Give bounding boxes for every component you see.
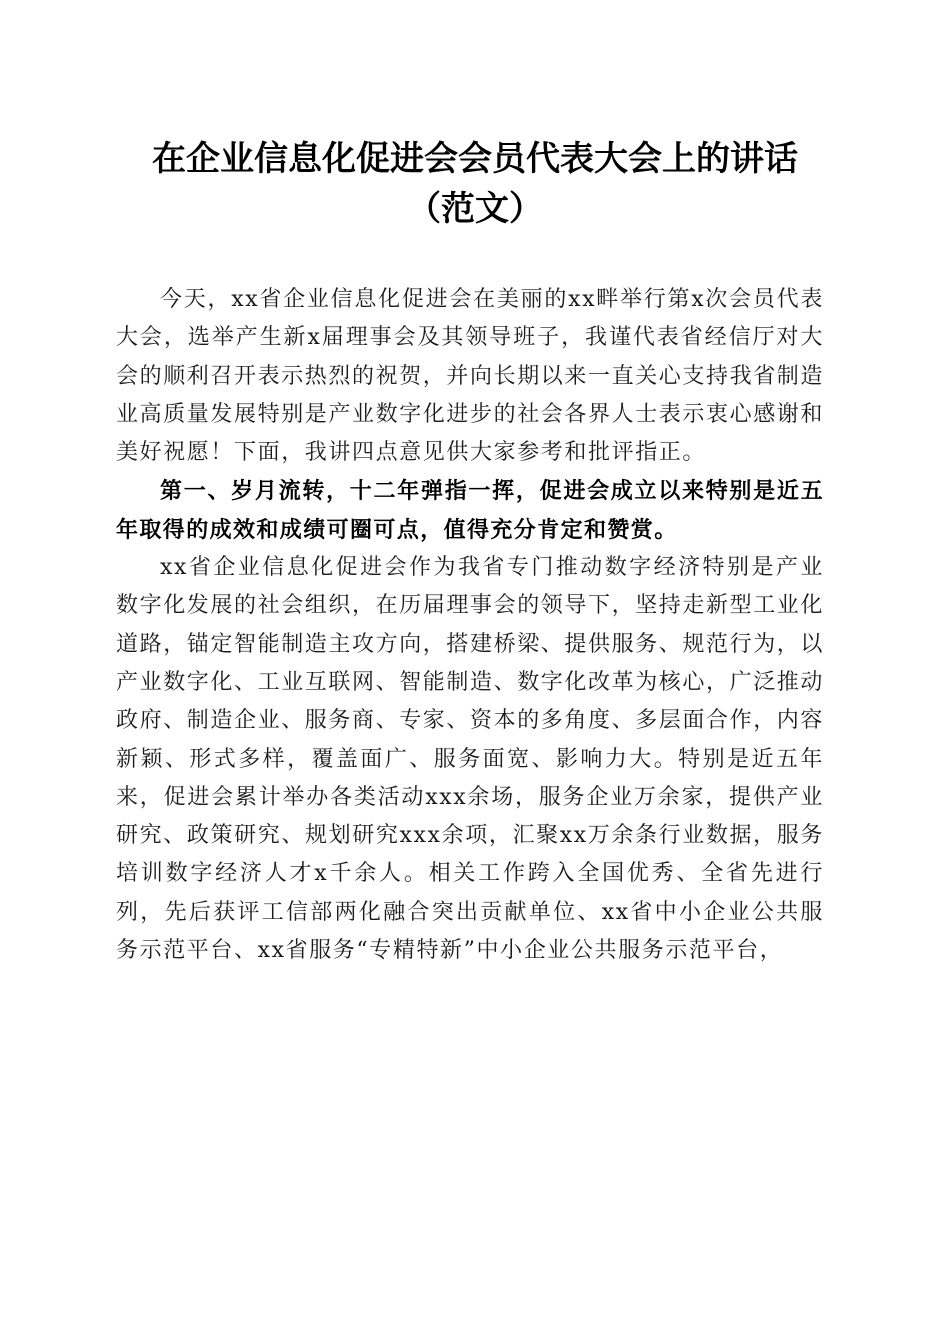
title-line-main: 在企业信息化促进会会员代表大会上的讲话: [152, 139, 798, 179]
paragraph-achievements: xx省企业信息化促进会作为我省专门推动数字经济特别是产业数字化发展的社会组织，在历届理事会的领导下，坚持走新型工业化道路，锚定智能制造主攻方向，搭建桥梁、提供服务、规范行为，以产业数字化、工业互联网、智能制造、数字化改革为核心，广泛推动政府、制造企业、服务商、专家、资本的多角度、多层面合作，内容新颖、形式多样，覆盖面广、服务面宽、影响力大。特别是近五年来，促进会累计举办各类活动xxx余场，服务企业万余家，提供产业研究、政策研究、规划研究xxx余项，汇聚xx万余条行业数据，服务培训数字经济人才x千余人。相关工作跨入全国优秀、全省先进行列，先后获评工信部两化融合突出贡献单位、xx省中小企业公共服务示范平台、xx省服务“专精特新”中小企业公共服务示范平台，: [116, 555, 825, 964]
document-title: [100, 134, 850, 234]
paragraph-section-heading: 第一、岁月流转，十二年弹指一挥，促进会成立以来特别是近五年取得的成效和成绩可圈可点，值得充分肯定和赞赏。: [116, 478, 824, 543]
document-body: [116, 281, 824, 970]
title-line-subtitle: （范文）: [407, 189, 543, 229]
paragraph-opening: 今天，xx省企业信息化促进会在美丽的xx畔举行第x次会员代表大会，选举产生新x届理事会及其领导班子，我谨代表省经信厅对大会的顺利召开表示热烈的祝贺，并向长期以来一直关心支持我省制造业高质量发展特别是产业数字化进步的社会各界人士表示衷心感谢和美好祝愿！下面，我讲四点意见供大家参考和批评指正。: [116, 287, 825, 466]
